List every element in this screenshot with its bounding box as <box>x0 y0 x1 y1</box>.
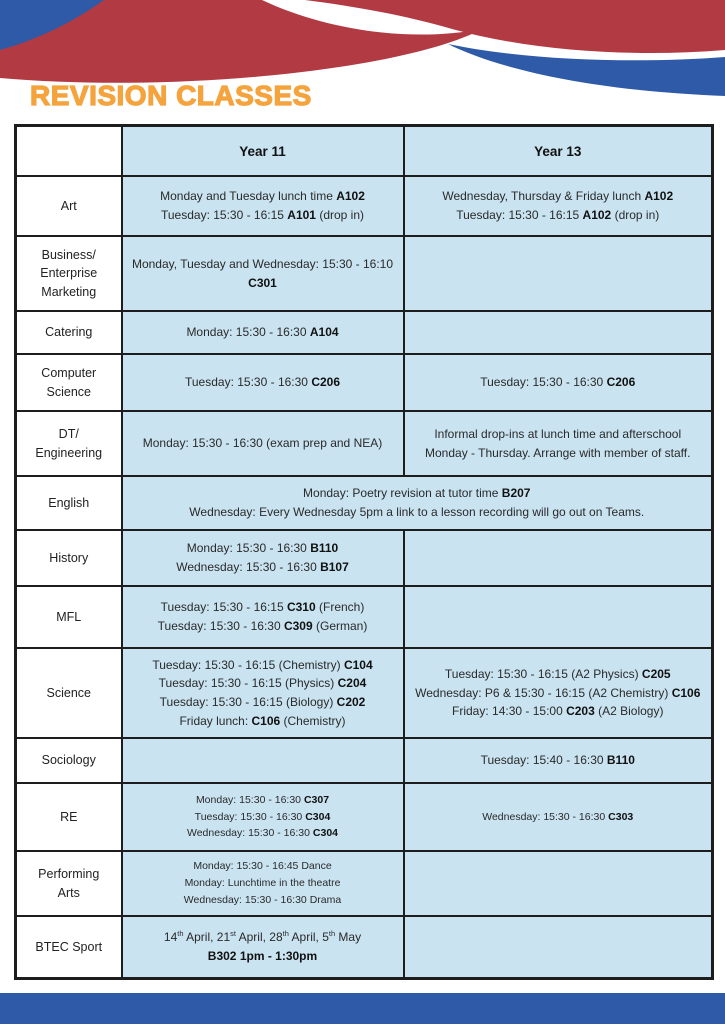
footer-bar <box>0 993 725 1024</box>
table-body <box>16 176 713 978</box>
table-row <box>16 851 713 916</box>
table-row <box>16 530 713 586</box>
year11-cell <box>122 738 404 783</box>
subject-cell: Performing Arts <box>16 851 122 916</box>
year-11-header: Year 11 <box>122 126 404 177</box>
year11-cell: Monday: 15:30 - 16:30 C307 Tuesday: 15:30 - 16:30 C304 Wednesday: 15:30 - 16:30 C304 <box>122 783 404 851</box>
subject-cell: Art <box>16 176 122 236</box>
subject-cell: DT/ Engineering <box>16 411 122 476</box>
year11-cell: Monday: 15:30 - 16:30 A104 <box>122 311 404 354</box>
subject-cell: RE <box>16 783 122 851</box>
subject-cell: Catering <box>16 311 122 354</box>
year11-cell: Monday: 15:30 - 16:45 Dance Monday: Lunchtime in the theatre Wednesday: 15:30 - 16:30 Drama <box>122 851 404 916</box>
subject-cell: Science <box>16 648 122 738</box>
subject-cell: BTEC Sport <box>16 916 122 978</box>
table-row <box>16 648 713 738</box>
year11-cell: Monday, Tuesday and Wednesday: 15:30 - 16:10 C301 <box>122 236 404 311</box>
subject-cell: English <box>16 476 122 530</box>
merged-cell: Monday: Poetry revision at tutor time B207 Wednesday: Every Wednesday 5pm a link to a lesson recording will go out on Teams. <box>122 476 713 530</box>
year13-cell: Wednesday, Thursday & Friday lunch A102 Tuesday: 15:30 - 16:15 A102 (drop in) <box>404 176 713 236</box>
table-row <box>16 916 713 978</box>
year11-cell: Monday: 15:30 - 16:30 B110 Wednesday: 15:30 - 16:30 B107 <box>122 530 404 586</box>
subject-cell: Sociology <box>16 738 122 783</box>
year13-cell <box>404 851 713 916</box>
table-row <box>16 236 713 311</box>
page-title: REVISION CLASSES <box>30 80 312 111</box>
year11-cell: Monday and Tuesday lunch time A102 Tuesday: 15:30 - 16:15 A101 (drop in) <box>122 176 404 236</box>
year-13-header: Year 13 <box>404 126 713 177</box>
subject-cell: Computer Science <box>16 354 122 411</box>
year13-cell <box>404 311 713 354</box>
year13-cell: Tuesday: 15:40 - 16:30 B110 <box>404 738 713 783</box>
table-row <box>16 476 713 530</box>
year11-cell: Tuesday: 15:30 - 16:15 C310 (French) Tuesday: 15:30 - 16:30 C309 (German) <box>122 586 404 648</box>
subject-cell: MFL <box>16 586 122 648</box>
table-row <box>16 311 713 354</box>
subject-cell: History <box>16 530 122 586</box>
corner-cell <box>16 126 122 177</box>
year13-cell <box>404 236 713 311</box>
year11-cell: 14th April, 21st April, 28th April, 5th May B302 1pm - 1:30pm <box>122 916 404 978</box>
year13-cell: Tuesday: 15:30 - 16:15 (A2 Physics) C205 Wednesday: P6 & 15:30 - 16:15 (A2 Chemistry) C106 Friday: 14:30 - 15:00 C203 (A2 Biology) <box>404 648 713 738</box>
header-row <box>16 126 713 177</box>
subject-cell: Business/ Enterprise Marketing <box>16 236 122 311</box>
year13-cell: Wednesday: 15:30 - 16:30 C303 <box>404 783 713 851</box>
table-row <box>16 354 713 411</box>
table-row <box>16 411 713 476</box>
year13-cell <box>404 916 713 978</box>
year13-cell <box>404 586 713 648</box>
year13-cell <box>404 530 713 586</box>
revision-classes-table <box>14 124 714 980</box>
table-row <box>16 783 713 851</box>
year11-cell: Tuesday: 15:30 - 16:30 C206 <box>122 354 404 411</box>
year11-cell: Monday: 15:30 - 16:30 (exam prep and NEA) <box>122 411 404 476</box>
table-row <box>16 586 713 648</box>
table-row <box>16 176 713 236</box>
year13-cell: Tuesday: 15:30 - 16:30 C206 <box>404 354 713 411</box>
year11-cell: Tuesday: 15:30 - 16:15 (Chemistry) C104 Tuesday: 15:30 - 16:15 (Physics) C204 Tuesday: 15:30 - 16:15 (Biology) C202 Friday lunch: C106 (Chemistry) <box>122 648 404 738</box>
year13-cell: Informal drop-ins at lunch time and afterschool Monday - Thursday. Arrange with member of staff. <box>404 411 713 476</box>
table-row <box>16 738 713 783</box>
